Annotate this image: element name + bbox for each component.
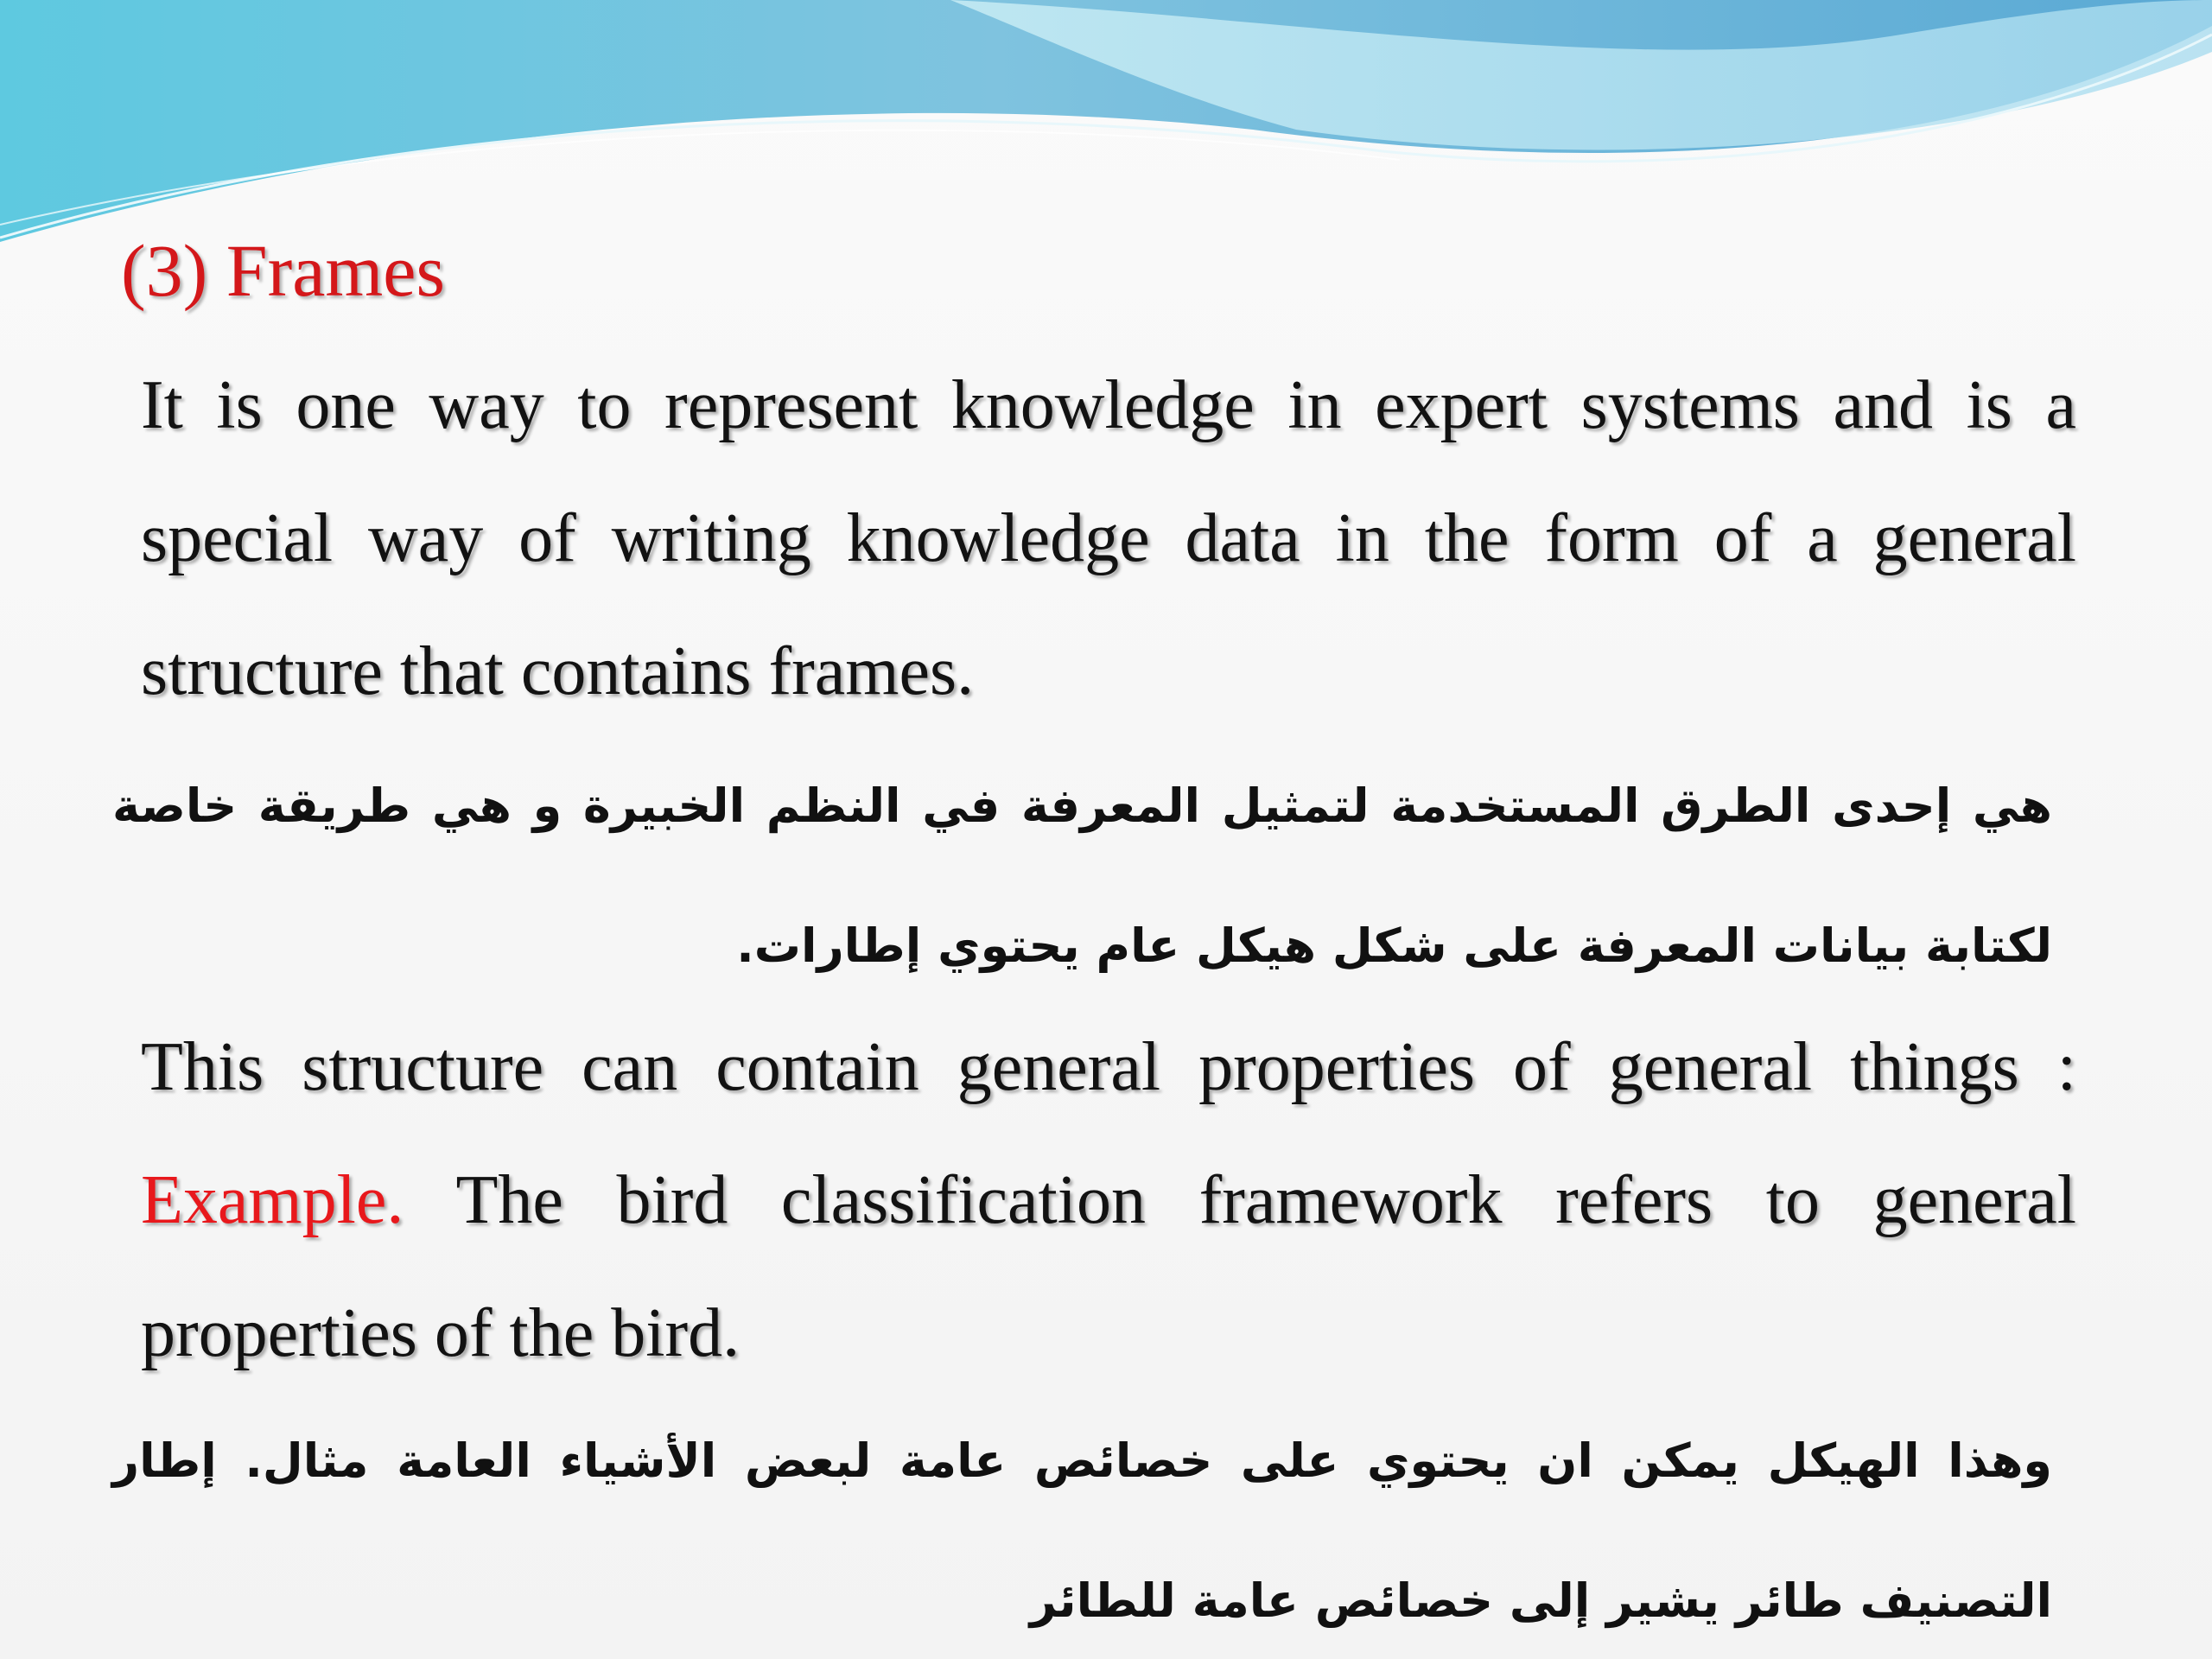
paragraph-english-1: It is one way to represent knowledge in expert systems and is a special way of writing knowledge data in the form of a general structure that contains frames. (141, 367, 2076, 709)
header-wave-decoration (0, 0, 2212, 259)
example-highlight: Example. (141, 1162, 404, 1238)
paragraph-english-2 (141, 1001, 2076, 1400)
paragraph-2-text-after: The bird classification framework refers to general properties of the bird. (141, 1162, 2076, 1371)
paragraph-arabic-2: وهذا الهيكل يمكن ان يحتوي على خصائص عامة لبعض الأشياء العامة مثال. إطار التصنيف طائر يشير إلى خصائص عامة للطائر (112, 1433, 2052, 1628)
slide-title: (3) Frames (121, 229, 445, 312)
paragraph-arabic-1: هي إحدى الطرق المستخدمة لتمثيل المعرفة في النظم الخبيرة و هي طريقة خاصة لكتابة بيانات المعرفة على شكل هيكل عام يحتوي إطارات. (112, 779, 2052, 973)
paragraph-2-text-before: This structure can contain general properties of general things : (141, 1029, 2076, 1105)
